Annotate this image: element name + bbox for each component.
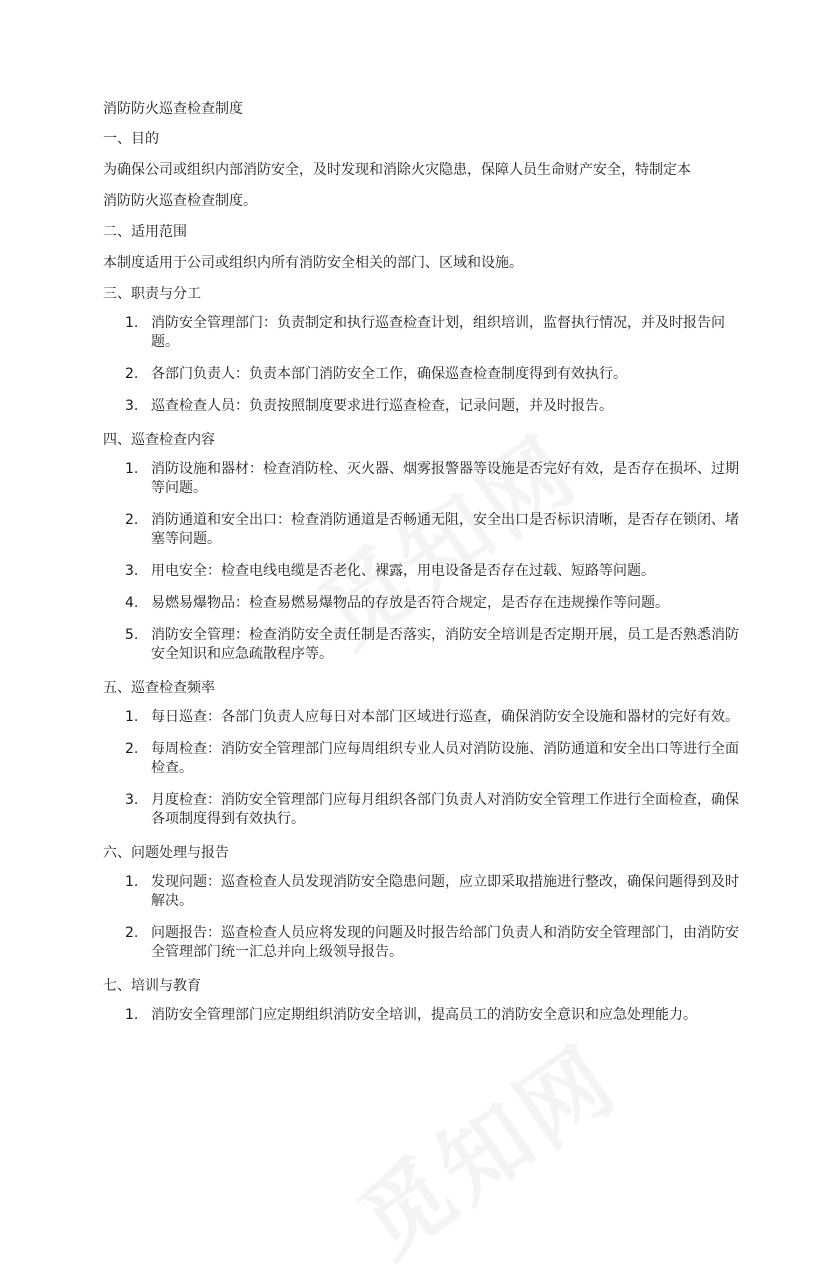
numbered-list: [103, 460, 743, 664]
numbered-list: [103, 873, 743, 962]
list-text: 问题报告：巡查检查人员应将发现的问题及时报告给部门负责人和消防安全管理部门，由消防安全管理部门统一汇总并向上级领导报告。: [151, 925, 739, 960]
list-text: 月度检查：消防安全管理部门应每月组织各部门负责人对消防安全管理工作进行全面检查，确保各项制度得到有效执行。: [151, 792, 739, 827]
document-body: [103, 98, 743, 1038]
list-number: 1.: [125, 1007, 139, 1023]
section-heading: 六、问题处理与报告: [103, 845, 229, 861]
list-number: 1.: [125, 874, 139, 890]
list-number: 3.: [125, 398, 139, 414]
list-item: [103, 365, 743, 384]
list-item: [103, 397, 743, 416]
list-item: [103, 511, 743, 549]
section-heading: 七、培训与教育: [103, 978, 201, 994]
list-text: 各部门负责人：负责本部门消防安全工作，确保巡查检查制度得到有效执行。: [151, 366, 627, 382]
list-item: [103, 708, 743, 727]
numbered-list: [103, 1006, 743, 1025]
list-item: [103, 924, 743, 962]
paragraph: [103, 159, 743, 212]
list-number: 1.: [125, 709, 139, 725]
list-text: 消防通道和安全出口：检查消防通道是否畅通无阻，安全出口是否标识清晰，是否存在锁闭、堵塞等问题。: [151, 512, 739, 547]
list-item: [103, 740, 743, 778]
document-title: 消防防火巡查检查制度: [103, 101, 243, 117]
list-number: 2.: [125, 366, 139, 382]
paragraph: 本制度适用于公司或组织内所有消防安全相关的部门、区域和设施。: [103, 255, 523, 271]
list-number: 5.: [125, 627, 139, 643]
list-number: 2.: [125, 925, 139, 941]
list-item: [103, 1006, 743, 1025]
list-number: 3.: [125, 792, 139, 808]
list-text: 消防安全管理：检查消防安全责任制是否落实，消防安全培训是否定期开展，员工是否熟悉消防安全知识和应急疏散程序等。: [151, 627, 739, 662]
list-text: 用电安全：检查电线电缆是否老化、裸露，用电设备是否存在过载、短路等问题。: [151, 563, 655, 579]
list-item: [103, 791, 743, 829]
list-text: 易燃易爆物品：检查易燃易爆物品的存放是否符合规定，是否存在违规操作等问题。: [151, 595, 669, 611]
list-number: 2.: [125, 512, 139, 528]
list-number: 1.: [125, 315, 139, 331]
list-item: [103, 594, 743, 613]
section-heading: 一、目的: [103, 131, 159, 147]
section-heading: 三、职责与分工: [103, 286, 201, 302]
list-text: 消防设施和器材：检查消防栓、灭火器、烟雾报警器等设施是否完好有效，是否存在损坏、过期等问题。: [151, 461, 739, 496]
paragraph-line: 消防防火巡查检查制度。: [103, 193, 257, 209]
numbered-list: [103, 314, 743, 416]
list-text: 每日巡查：各部门负责人应每日对本部门区域进行巡查，确保消防安全设施和器材的完好有效。: [151, 709, 739, 725]
section-heading: 五、巡查检查频率: [103, 680, 215, 696]
list-text: 每周检查：消防安全管理部门应每周组织专业人员对消防设施、消防通道和安全出口等进行全面检查。: [151, 741, 739, 776]
list-item: [103, 873, 743, 911]
list-item: [103, 562, 743, 581]
list-number: 2.: [125, 741, 139, 757]
list-item: [103, 460, 743, 498]
list-text: 巡查检查人员：负责按照制度要求进行巡查检查，记录问题，并及时报告。: [151, 398, 613, 414]
list-item: [103, 626, 743, 664]
list-item: [103, 314, 743, 352]
paragraph-line: 为确保公司或组织内部消防安全，及时发现和消除火灾隐患，保障人员生命财产安全，特制定本: [103, 162, 691, 178]
list-text: 发现问题：巡查检查人员发现消防安全隐患问题，应立即采取措施进行整改，确保问题得到及时解决。: [151, 874, 739, 909]
section-heading: 四、巡查检查内容: [103, 432, 215, 448]
section-heading: 二、适用范围: [103, 224, 187, 240]
numbered-list: [103, 708, 743, 829]
list-text: 消防安全管理部门应定期组织消防安全培训，提高员工的消防安全意识和应急处理能力。: [151, 1007, 697, 1023]
watermark: [329, 1009, 639, 1281]
list-number: 1.: [125, 461, 139, 477]
list-number: 3.: [125, 563, 139, 579]
list-text: 消防安全管理部门：负责制定和执行巡查检查计划，组织培训，监督执行情况，并及时报告问题。: [151, 315, 725, 350]
list-number: 4.: [125, 595, 139, 611]
